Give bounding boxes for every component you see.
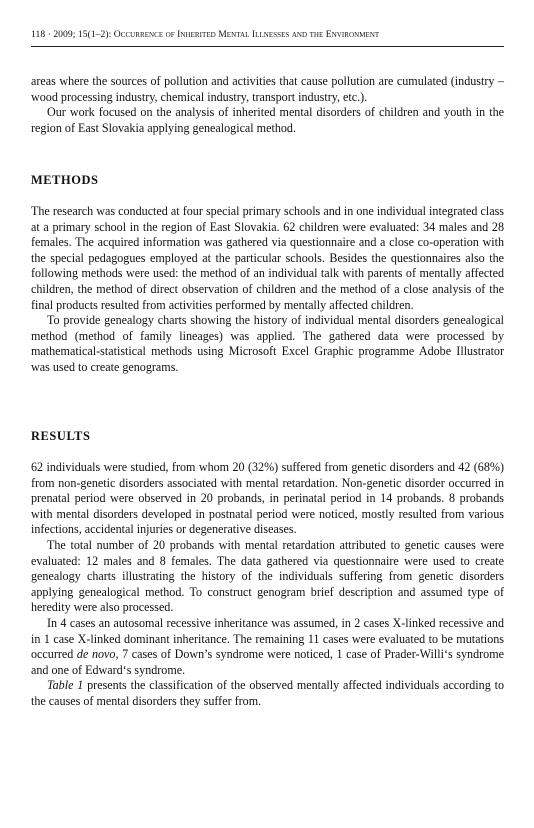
intro-paragraph-1: areas where the sources of pollution and activities that cause pollution are cumulated (industry – wood processing industry, chemical industry, transport industry, etc.). [31,74,504,104]
running-head [31,28,503,42]
results-p4-text: presents the classification of the observed mentally affected individuals according to the causes of mental disorders they suffer from. [31,678,504,708]
results-paragraph-2: The total number of 20 probands with mental retardation attributed to genetic causes were evaluated: 12 males and 8 females. The data gathered via questionnaire were used to create genealogy charts illustrating the history of the individuals suffering from genetic disorders applying genealogical method. To construct genogram brief description and assumed type of heredity were also processed. [31,537,504,615]
results-paragraph-4 [31,678,504,709]
results-p3-text-a: In 4 cases an autosomal recessive inheritance was assumed, in 2 cases X-linked recessive and in 1 case X-linked dominant inheritance. The remaining 11 cases were evaluated to be mutations occurred [31,615,504,662]
methods-heading: METHODS [31,173,99,187]
header-rule [31,46,504,47]
running-head-title: Occurrence of Inherited Mental Illnesses and the Environment [113,29,380,40]
intro-paragraph-2: Our work focused on the analysis of inherited mental disorders of children and youth in the region of East Slovakia applying genealogical method. [31,105,504,135]
results-paragraph-1: 62 individuals were studied, from whom 20 (32%) suffered from genetic disorders and 42 (68%) from non-genetic disorders associated with mental retardation. Non-genetic disorder occurred in prenatal period were observed in 20 probands, in perinatal period in 14 probands. 8 probands with mental disorders developed in postnatal period were noticed, mostly resulted from various infections, accidental injuries or degenerative diseases. [31,460,504,537]
results-p3-text-b: , 7 cases of Down’s syndrome were noticed, 1 case of Prader-Willi‘s syndrome and one of Edward‘s syndrome. [31,647,505,677]
intro-section [31,74,504,136]
methods-paragraph-1: The research was conducted at four special primary schools and in one individual integrated class at a primary school in the region of East Slovakia. 62 children were evaluated: 34 males and 28 females. The acquired information was gathered via questionnaire and a close co-operation with the special pedagogues employed at the particular schools. Besides the questionnaires also the following methods were used: the method of an individual talk with parents of mentally affected children, the method of direct observation of children and the method of a close analysis of the final products resulted from activities performed by mentally affected children. [31,204,504,312]
results-heading: RESULTS [31,429,91,443]
results-section [31,460,504,710]
methods-section [31,204,504,376]
table-reference: Table 1 [47,678,84,693]
methods-paragraph-2: To provide genealogy charts showing the history of individual mental disorders genealogical method (method of family lineages) was applied. The gathered data were processed by mathematical-statistical methods using Microsoft Excel Graphic programme Adobe Illustrator was used to create genograms. [31,313,504,374]
results-p3-italic: de novo [76,647,116,662]
results-paragraph-3 [31,616,504,678]
running-head-citation: 118 · 2009; 15(1–2): [31,29,114,40]
